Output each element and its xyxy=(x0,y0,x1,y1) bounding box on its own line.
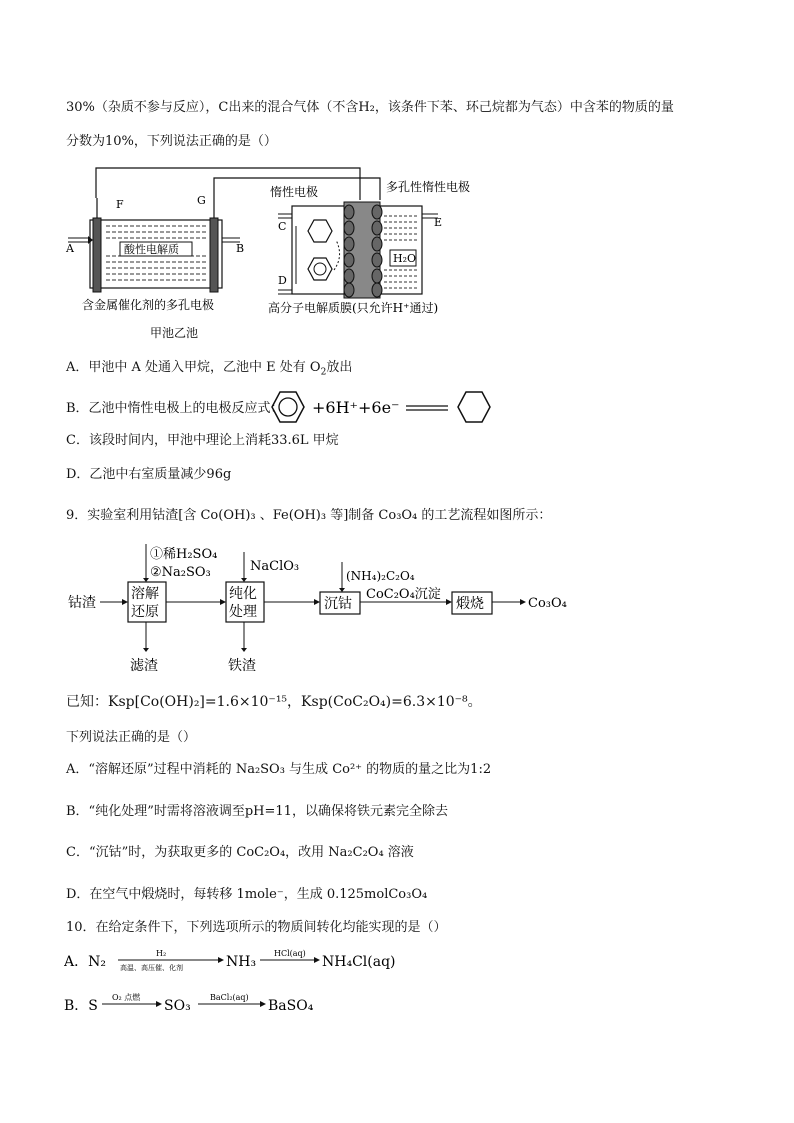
q10-option-a xyxy=(64,944,424,974)
q10b-end: BaSO₄ xyxy=(268,998,314,1014)
q10b-cond1: O₂ 点燃 xyxy=(112,993,141,1002)
q10b-mid: SO₃ xyxy=(164,998,191,1014)
q10-option-b xyxy=(64,988,364,1018)
figure-caption: 甲池乙池 xyxy=(150,326,199,340)
step4-label: 煅烧 xyxy=(456,596,484,612)
label-G: G xyxy=(197,194,206,207)
q9-ask: 下列说法正确的是（） xyxy=(66,730,197,745)
electrochemical-cells-figure xyxy=(60,160,480,350)
q9-known: 已知：Ksp[Co(OH)₂]=1.6×10⁻¹⁵，Ksp(CoC₂O₄)=6.3×10⁻⁸。 xyxy=(66,694,482,710)
q10a-mid: NH₃ xyxy=(226,954,257,970)
q10a-cond2: HCl(aq) xyxy=(274,949,306,958)
porous-electrode-label: 含金属催化剂的多孔电极 xyxy=(82,298,215,312)
byproduct2-label: 铁渣 xyxy=(228,658,256,674)
process-flow-diagram xyxy=(64,538,584,678)
benzene-icon xyxy=(308,258,332,280)
step1-label-a: 溶解 xyxy=(131,586,159,602)
q9-option-d: D．在空气中煅烧时，每转移 1mole⁻，生成 0.125molCo₃O₄ xyxy=(66,887,428,902)
cyclohexane-icon xyxy=(458,392,490,422)
label-E: E xyxy=(434,216,443,229)
label-C: C xyxy=(278,220,287,233)
equation-text: +6H⁺+6e⁻ xyxy=(312,398,400,417)
q10a-start: A．N₂ xyxy=(64,954,106,970)
reagent2: NaClO₃ xyxy=(250,559,300,574)
q10b-start: B．S xyxy=(64,998,98,1014)
q8-option-b: B．乙池中惰性电极上的电极反应式： xyxy=(66,401,284,416)
reagent3: (NH₄)₂C₂O₄ xyxy=(346,569,415,583)
final-product: Co₃O₄ xyxy=(528,596,567,611)
label-D: D xyxy=(278,274,287,287)
q10a-cond-top: H₂ xyxy=(156,949,167,958)
water-label: H₂O xyxy=(393,252,417,265)
electrode-equation xyxy=(268,388,498,428)
step1-label-b: 还原 xyxy=(131,604,159,620)
electrolyte-label: 酸性电解质 xyxy=(124,243,179,256)
raw-material-label: 钴渣 xyxy=(68,595,96,611)
byproduct1-label: 滤渣 xyxy=(130,658,158,674)
label-A: A xyxy=(66,242,74,255)
cyclohexane-icon xyxy=(308,220,332,242)
intro-line-1: 30%（杂质不参与反应），C出来的混合气体（不含H₂，该条件下苯、环己烷都为气态）中含苯的物质的量 xyxy=(66,100,674,115)
step2-label-a: 纯化 xyxy=(229,586,257,602)
membrane-label: 高分子电解质膜(只允许H⁺通过) xyxy=(268,301,439,315)
reagent1a: ①稀H₂SO₄ xyxy=(150,547,218,562)
step2-label-b: 处理 xyxy=(229,604,257,620)
label-B: B xyxy=(236,242,245,255)
reagent1b: ②Na₂SO₃ xyxy=(150,565,211,580)
benzene-icon xyxy=(272,392,304,422)
q9-option-a: A．“溶解还原”过程中消耗的 Na₂SO₃ 与生成 Co²⁺ 的物质的量之比为1:2 xyxy=(66,762,492,777)
q8-option-a: A．甲池中 A 处通入甲烷，乙池中 E 处有 $O_2$放出 xyxy=(66,360,353,378)
intermediate-product: CoC₂O₄沉淀 xyxy=(366,587,441,602)
inert-electrode-label: 惰性电极 xyxy=(270,185,319,199)
step3-label: 沉钴 xyxy=(324,596,352,612)
q8-option-c: C．该段时间内，甲池中理论上消耗33.6L 甲烷 xyxy=(66,433,339,448)
q9-option-c: C．“沉钴”时，为获取更多的 CoC₂O₄，改用 Na₂C₂O₄ 溶液 xyxy=(66,845,414,860)
q9-stem: 9．实验室利用钴渣[含 Co(OH)₃ 、Fe(OH)₃ 等]制备 Co₃O₄ 的工艺流程如图所示： xyxy=(66,508,552,523)
intro-line-2: 分数为10%，下列说法正确的是（） xyxy=(66,134,277,149)
q10-stem: 10．在给定条件下，下列选项所示的物质间转化均能实现的是（） xyxy=(66,920,447,935)
label-F: F xyxy=(116,198,124,211)
q9-option-b: B．“纯化处理”时需将溶液调至pH=11，以确保将铁元素完全除去 xyxy=(66,804,448,819)
q10b-cond2: BaCl₂(aq) xyxy=(210,993,249,1002)
q10a-cond-bottom: 高温、高压催、化剂 xyxy=(120,964,183,972)
q10a-end: NH₄Cl(aq) xyxy=(322,954,396,970)
porous-inert-electrode-label: 多孔性惰性电极 xyxy=(386,180,471,194)
q8-option-d: D．乙池中右室质量减少96g xyxy=(66,467,232,482)
